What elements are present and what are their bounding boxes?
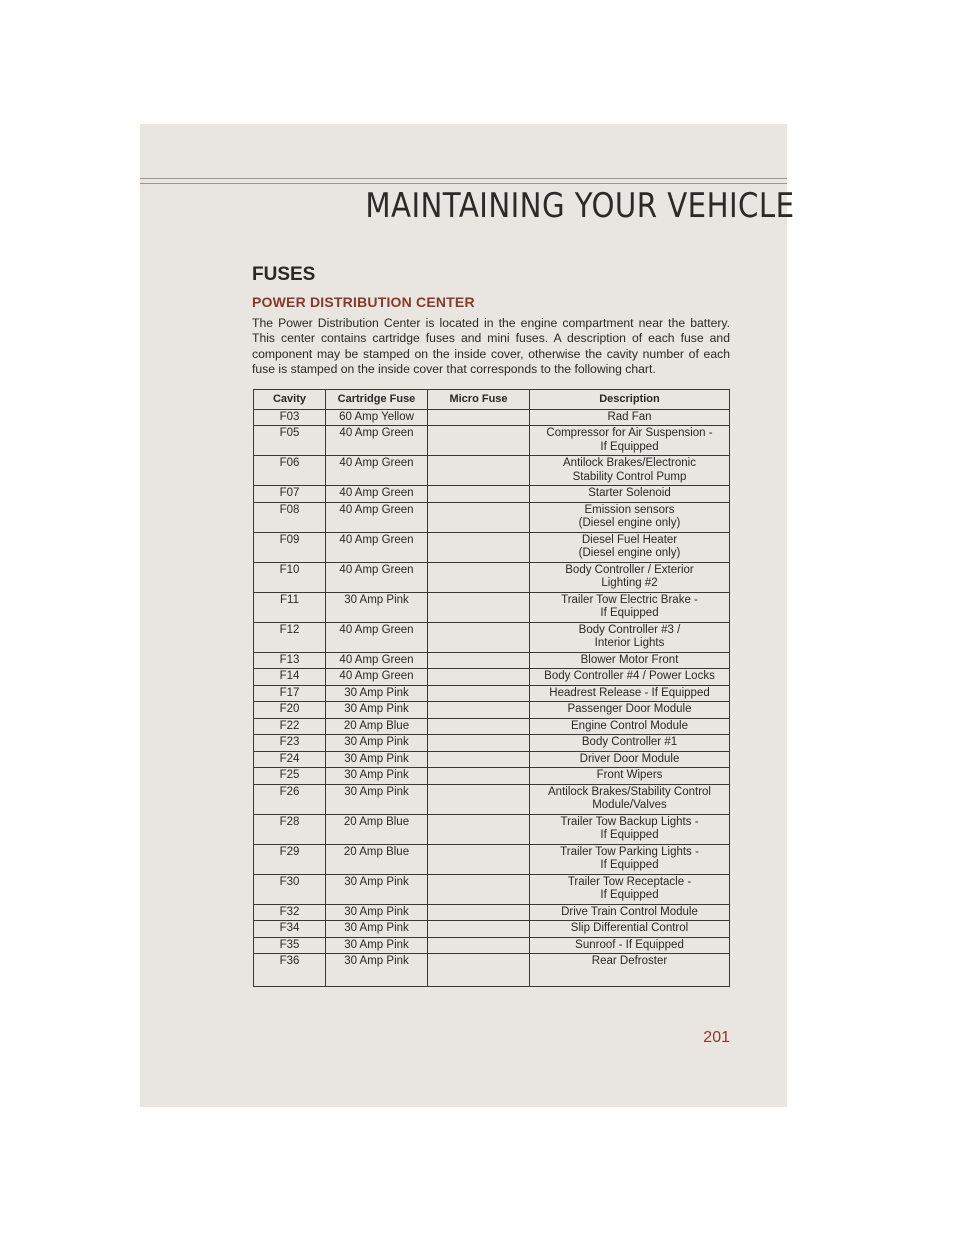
cartridge-fuse-cell: 40 Amp Green bbox=[326, 486, 428, 503]
section-title: FUSES bbox=[252, 264, 316, 285]
cavity-cell: F14 bbox=[254, 669, 326, 686]
description-cell: Trailer Tow Receptacle - If Equipped bbox=[530, 874, 730, 904]
description-cell: Headrest Release - If Equipped bbox=[530, 685, 730, 702]
chapter-title: MAINTAINING YOUR VEHICLE bbox=[365, 186, 795, 226]
table-row bbox=[254, 622, 730, 652]
description-cell: Trailer Tow Electric Brake - If Equipped bbox=[530, 592, 730, 622]
table-body bbox=[254, 409, 730, 987]
cartridge-fuse-cell: 30 Amp Pink bbox=[326, 904, 428, 921]
cavity-cell: F11 bbox=[254, 592, 326, 622]
description-cell: Rad Fan bbox=[530, 409, 730, 426]
micro-fuse-cell bbox=[428, 702, 530, 719]
cavity-cell: F13 bbox=[254, 652, 326, 669]
cavity-cell: F03 bbox=[254, 409, 326, 426]
table-row bbox=[254, 532, 730, 562]
table-row bbox=[254, 844, 730, 874]
cavity-cell: F36 bbox=[254, 954, 326, 987]
cavity-cell: F07 bbox=[254, 486, 326, 503]
description-cell: Body Controller #1 bbox=[530, 735, 730, 752]
micro-fuse-cell bbox=[428, 592, 530, 622]
cartridge-fuse-cell: 30 Amp Pink bbox=[326, 592, 428, 622]
micro-fuse-cell bbox=[428, 874, 530, 904]
table-header-row bbox=[254, 390, 730, 410]
cartridge-fuse-cell: 30 Amp Pink bbox=[326, 685, 428, 702]
micro-fuse-cell bbox=[428, 735, 530, 752]
cartridge-fuse-cell: 40 Amp Green bbox=[326, 669, 428, 686]
description-cell: Starter Solenoid bbox=[530, 486, 730, 503]
micro-fuse-cell bbox=[428, 502, 530, 532]
table-row bbox=[254, 954, 730, 987]
cartridge-fuse-cell: 40 Amp Green bbox=[326, 426, 428, 456]
cavity-cell: F09 bbox=[254, 532, 326, 562]
table-row bbox=[254, 718, 730, 735]
table-row bbox=[254, 502, 730, 532]
cavity-cell: F25 bbox=[254, 768, 326, 785]
table-row bbox=[254, 426, 730, 456]
cartridge-fuse-cell: 30 Amp Pink bbox=[326, 768, 428, 785]
cartridge-fuse-cell: 30 Amp Pink bbox=[326, 921, 428, 938]
description-cell: Slip Differential Control bbox=[530, 921, 730, 938]
header-rule bbox=[140, 183, 787, 184]
cavity-cell: F23 bbox=[254, 735, 326, 752]
table-row bbox=[254, 735, 730, 752]
description-cell: Sunroof - If Equipped bbox=[530, 937, 730, 954]
micro-fuse-cell bbox=[428, 768, 530, 785]
cartridge-fuse-cell: 40 Amp Green bbox=[326, 502, 428, 532]
cavity-cell: F32 bbox=[254, 904, 326, 921]
cavity-cell: F10 bbox=[254, 562, 326, 592]
cavity-cell: F35 bbox=[254, 937, 326, 954]
table-row bbox=[254, 937, 730, 954]
table-row bbox=[254, 904, 730, 921]
micro-fuse-cell bbox=[428, 844, 530, 874]
micro-fuse-cell bbox=[428, 814, 530, 844]
micro-fuse-cell bbox=[428, 784, 530, 814]
fuse-table bbox=[253, 389, 730, 987]
micro-fuse-cell bbox=[428, 669, 530, 686]
cavity-cell: F26 bbox=[254, 784, 326, 814]
cavity-cell: F20 bbox=[254, 702, 326, 719]
column-header-cartridge-fuse: Cartridge Fuse bbox=[326, 390, 428, 410]
cartridge-fuse-cell: 30 Amp Pink bbox=[326, 937, 428, 954]
cartridge-fuse-cell: 40 Amp Green bbox=[326, 562, 428, 592]
cavity-cell: F24 bbox=[254, 751, 326, 768]
table-row bbox=[254, 814, 730, 844]
page-number: 201 bbox=[703, 1029, 730, 1046]
micro-fuse-cell bbox=[428, 486, 530, 503]
table-row bbox=[254, 784, 730, 814]
table-row bbox=[254, 768, 730, 785]
micro-fuse-cell bbox=[428, 532, 530, 562]
description-cell: Passenger Door Module bbox=[530, 702, 730, 719]
micro-fuse-cell bbox=[428, 562, 530, 592]
cavity-cell: F34 bbox=[254, 921, 326, 938]
column-header-cavity: Cavity bbox=[254, 390, 326, 410]
cavity-cell: F28 bbox=[254, 814, 326, 844]
micro-fuse-cell bbox=[428, 409, 530, 426]
cartridge-fuse-cell: 20 Amp Blue bbox=[326, 844, 428, 874]
cartridge-fuse-cell: 30 Amp Pink bbox=[326, 735, 428, 752]
column-header-micro-fuse: Micro Fuse bbox=[428, 390, 530, 410]
description-cell: Driver Door Module bbox=[530, 751, 730, 768]
cavity-cell: F17 bbox=[254, 685, 326, 702]
cartridge-fuse-cell: 20 Amp Blue bbox=[326, 814, 428, 844]
subsection-title: POWER DISTRIBUTION CENTER bbox=[252, 294, 475, 310]
cartridge-fuse-cell: 40 Amp Green bbox=[326, 622, 428, 652]
cartridge-fuse-cell: 30 Amp Pink bbox=[326, 784, 428, 814]
cavity-cell: F12 bbox=[254, 622, 326, 652]
description-cell: Front Wipers bbox=[530, 768, 730, 785]
micro-fuse-cell bbox=[428, 456, 530, 486]
description-cell: Body Controller #3 / Interior Lights bbox=[530, 622, 730, 652]
table-row bbox=[254, 562, 730, 592]
cartridge-fuse-cell: 40 Amp Green bbox=[326, 456, 428, 486]
table-row bbox=[254, 652, 730, 669]
description-cell: Drive Train Control Module bbox=[530, 904, 730, 921]
micro-fuse-cell bbox=[428, 718, 530, 735]
micro-fuse-cell bbox=[428, 652, 530, 669]
description-cell: Trailer Tow Parking Lights - If Equipped bbox=[530, 844, 730, 874]
description-cell: Diesel Fuel Heater (Diesel engine only) bbox=[530, 532, 730, 562]
description-cell: Antilock Brakes/Electronic Stability Control Pump bbox=[530, 456, 730, 486]
description-cell: Trailer Tow Backup Lights - If Equipped bbox=[530, 814, 730, 844]
table-row bbox=[254, 921, 730, 938]
description-cell: Compressor for Air Suspension - If Equipped bbox=[530, 426, 730, 456]
cavity-cell: F06 bbox=[254, 456, 326, 486]
intro-paragraph: The Power Distribution Center is located in the engine compartment near the battery. This center contains cartridge fuses and mini fuses. A description of each fuse and component may be stamped on the inside cover, otherwise the cavity number of each fuse is stamped on the inside cover that corresponds to the following chart. bbox=[252, 316, 730, 376]
cartridge-fuse-cell: 20 Amp Blue bbox=[326, 718, 428, 735]
cavity-cell: F30 bbox=[254, 874, 326, 904]
micro-fuse-cell bbox=[428, 921, 530, 938]
description-cell: Blower Motor Front bbox=[530, 652, 730, 669]
micro-fuse-cell bbox=[428, 426, 530, 456]
description-cell: Body Controller #4 / Power Locks bbox=[530, 669, 730, 686]
cartridge-fuse-cell: 60 Amp Yellow bbox=[326, 409, 428, 426]
micro-fuse-cell bbox=[428, 685, 530, 702]
micro-fuse-cell bbox=[428, 904, 530, 921]
micro-fuse-cell bbox=[428, 954, 530, 987]
cartridge-fuse-cell: 30 Amp Pink bbox=[326, 874, 428, 904]
table-row bbox=[254, 409, 730, 426]
table-row bbox=[254, 702, 730, 719]
cavity-cell: F22 bbox=[254, 718, 326, 735]
cavity-cell: F29 bbox=[254, 844, 326, 874]
table-row bbox=[254, 751, 730, 768]
micro-fuse-cell bbox=[428, 751, 530, 768]
description-cell: Emission sensors (Diesel engine only) bbox=[530, 502, 730, 532]
table-row bbox=[254, 874, 730, 904]
cartridge-fuse-cell: 40 Amp Green bbox=[326, 652, 428, 669]
column-header-description: Description bbox=[530, 390, 730, 410]
description-cell: Engine Control Module bbox=[530, 718, 730, 735]
cavity-cell: F05 bbox=[254, 426, 326, 456]
micro-fuse-cell bbox=[428, 937, 530, 954]
micro-fuse-cell bbox=[428, 622, 530, 652]
table-row bbox=[254, 456, 730, 486]
table-row bbox=[254, 685, 730, 702]
cartridge-fuse-cell: 30 Amp Pink bbox=[326, 702, 428, 719]
table-row bbox=[254, 669, 730, 686]
cavity-cell: F08 bbox=[254, 502, 326, 532]
description-cell: Body Controller / Exterior Lighting #2 bbox=[530, 562, 730, 592]
header-rule bbox=[140, 178, 787, 179]
table-row bbox=[254, 592, 730, 622]
cartridge-fuse-cell: 30 Amp Pink bbox=[326, 954, 428, 987]
description-cell: Rear Defroster bbox=[530, 954, 730, 987]
cartridge-fuse-cell: 30 Amp Pink bbox=[326, 751, 428, 768]
table-row bbox=[254, 486, 730, 503]
cartridge-fuse-cell: 40 Amp Green bbox=[326, 532, 428, 562]
description-cell: Antilock Brakes/Stability Control Module/Valves bbox=[530, 784, 730, 814]
